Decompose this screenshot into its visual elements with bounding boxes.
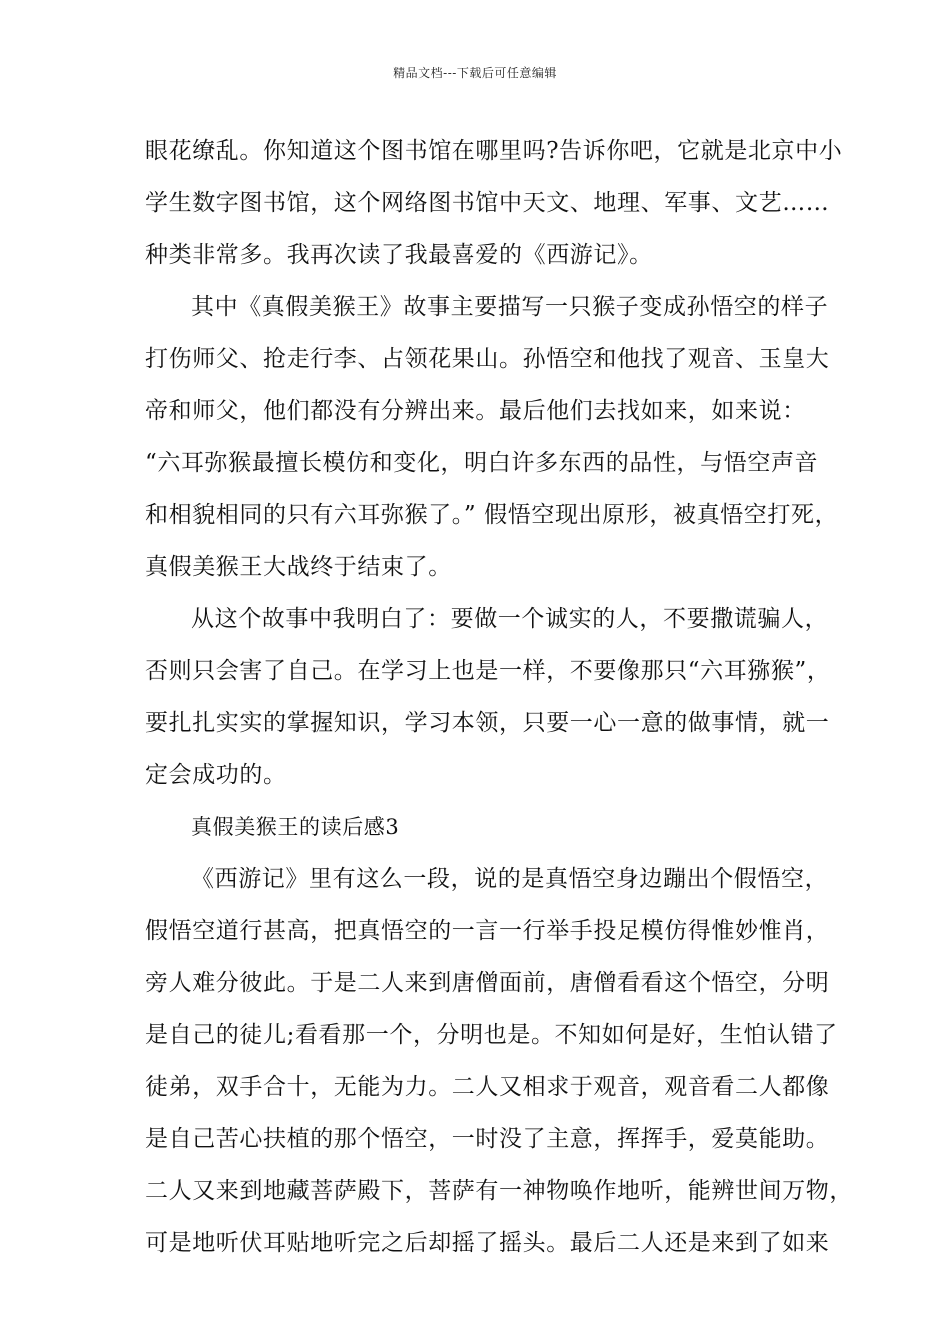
- page-header: 精品文档---下载后可任意编辑: [393, 66, 557, 80]
- text-line: 是自己苦心扶植的那个悟空，一时没了主意，挥挥手，爱莫能助。: [145, 1126, 830, 1152]
- document-body: [145, 132, 853, 1276]
- text-line: 打伤师父、抢走行李、占领花果山。孙悟空和他找了观音、玉皇大: [145, 346, 830, 372]
- text-line: 帝和师父，他们都没有分辨出来。最后他们去找如来，如来说：: [145, 398, 806, 424]
- text-line: 定会成功的。: [145, 762, 287, 788]
- text-line: 种类非常多。我再次读了我最喜爱的《西游记》。: [145, 242, 653, 268]
- text-line: 学生数字图书馆，这个网络图书馆中天文、地理、军事、文艺……: [145, 190, 830, 216]
- section-heading: 真假美猴王的读后感3: [191, 815, 400, 839]
- text-line: 旁人难分彼此。于是二人来到唐僧面前，唐僧看看这个悟空，分明: [145, 970, 830, 996]
- text-line: 和相貌相同的只有六耳弥猴了。” 假悟空现出原形，被真悟空打死，: [145, 502, 839, 528]
- text-line: 可是地听伏耳贴地听完之后却摇了摇头。最后二人还是来到了如来: [145, 1230, 830, 1256]
- text-line: 眼花缭乱。你知道这个图书馆在哪里吗?告诉你吧，它就是北京中小: [145, 138, 843, 164]
- text-line: 二人又来到地藏菩萨殿下，菩萨有一神物唤作地听，能辨世间万物，: [145, 1178, 853, 1204]
- paragraph-start-line: 其中《真假美猴王》故事主要描写一只猴子变成孙悟空的样子: [191, 294, 829, 320]
- text-line: 是自己的徒儿;看看那一个，分明也是。不知如何是好，生怕认错了: [145, 1022, 838, 1048]
- paragraph-start-line: 《西游记》里有这么一段，说的是真悟空身边蹦出个假悟空，: [191, 866, 829, 892]
- text-line: 真假美猴王大战终于结束了。: [145, 554, 452, 580]
- text-line: 要扎扎实实的掌握知识，学习本领，只要一心一意的做事情，就一: [145, 710, 830, 736]
- text-line: “六耳弥猴最擅长模仿和变化，明白许多东西的品性，与悟空声音: [145, 450, 819, 476]
- text-line: 假悟空道行甚高，把真悟空的一言一行举手投足模仿得惟妙惟肖，: [145, 918, 830, 944]
- text-line: 否则只会害了自己。在学习上也是一样，不要像那只“六耳猕猴”，: [145, 658, 831, 684]
- text-line: 徒弟，双手合十，无能为力。二人又相求于观音，观音看二人都像: [145, 1074, 830, 1100]
- paragraph-start-line: 从这个故事中我明白了：要做一个诚实的人，不要撒谎骗人，: [191, 606, 829, 632]
